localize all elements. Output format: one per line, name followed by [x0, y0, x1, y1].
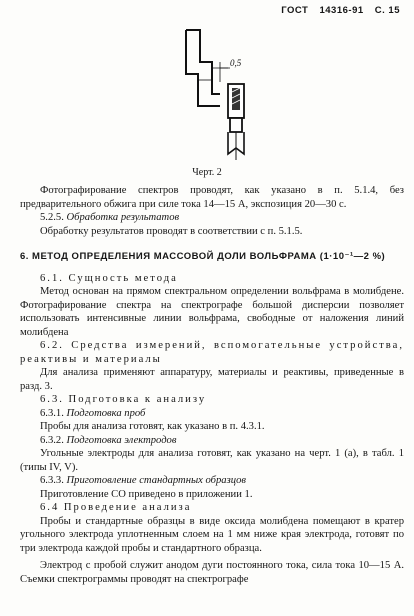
figure-caption: Черт. 2 [192, 167, 222, 178]
subsection-title: Подготовка проб [66, 407, 146, 419]
paragraph: Фотографирование спектров проводят, как указано в п. 5.1.4, без предварительного обжига при силе тока 14—15 А, экспозиция 20—30 с. [20, 185, 404, 210]
header-page: С. 15 [374, 5, 400, 16]
dimension-label: 0,5 [230, 58, 242, 68]
subsection-number: 6.3.3. [40, 475, 64, 486]
subsection-heading: 6.1. Сущность метода [40, 272, 178, 284]
subsection-number: 6.3.2. [40, 434, 64, 446]
header-number: 14316-91 [319, 5, 364, 16]
paragraph: Для анализа применяют аппаратуру, материалы и реактивы, приведенные в разд. 3. [20, 367, 404, 392]
paragraph: Пробы для анализа готовят, как указано в п. 4.3.1. [40, 421, 265, 432]
paragraph: Обработку результатов проводят в соответствии с п. 5.1.5. [40, 225, 303, 237]
subsection-number: 6.3.1. [40, 407, 64, 419]
paragraph: Угольные электроды для анализа готовят, как указано на черт. 1 (а), в табл. 1 (типы IV, V). [20, 448, 404, 473]
paragraph: Приготовление СО приведено в приложении 1. [40, 488, 253, 500]
subsection-heading [20, 211, 404, 225]
electrode-drawing [170, 22, 290, 162]
subsection-title: Приготовление стандартных образцов [66, 475, 247, 486]
header-standard: ГОСТ [281, 5, 309, 16]
subsection-title: Подготовка электродов [66, 434, 177, 446]
subsection-heading [20, 434, 404, 448]
subsection-heading: 6.4 Проведение анализа [40, 502, 192, 513]
subsection-heading: 6.2. Средства измерений, вспомогательные устройства, реактивы и материалы [20, 340, 404, 365]
subsection-number: 5.2.5. [40, 212, 64, 223]
paragraph: Пробы и стандартные образцы в виде оксида молибдена помещают в кратер угольного электрода уплотненным слоем на 1 мм ниже края электрода, готовят по три электрода каждой пробы и стандартного образца. [20, 515, 404, 554]
subsection-title: Обработка результатов [66, 212, 180, 223]
subsection-heading [20, 474, 404, 488]
paragraph: Электрод с пробой служит анодом дуги постоянного тока, сила тока 10—15 А. Съемки спектрограммы проводят на спектрографе [20, 560, 404, 585]
paragraph: Метод основан на прямом спектральном определении вольфрама в молибдене. Фотографирование спектра на спектрографе большой дисперсии позволяет использовать интенсивные линии вольфрама, свободные от наложения линий молибдена [20, 286, 404, 338]
subsection-heading: 6.3. Подготовка к анализу [40, 394, 207, 405]
running-header [273, 4, 400, 18]
section-title: 6. МЕТОД ОПРЕДЕЛЕНИЯ МАССОВОЙ ДОЛИ ВОЛЬФРАМА (1·10⁻¹—2 %) [20, 251, 386, 262]
body-text [20, 184, 404, 586]
subsection-heading [20, 407, 404, 421]
